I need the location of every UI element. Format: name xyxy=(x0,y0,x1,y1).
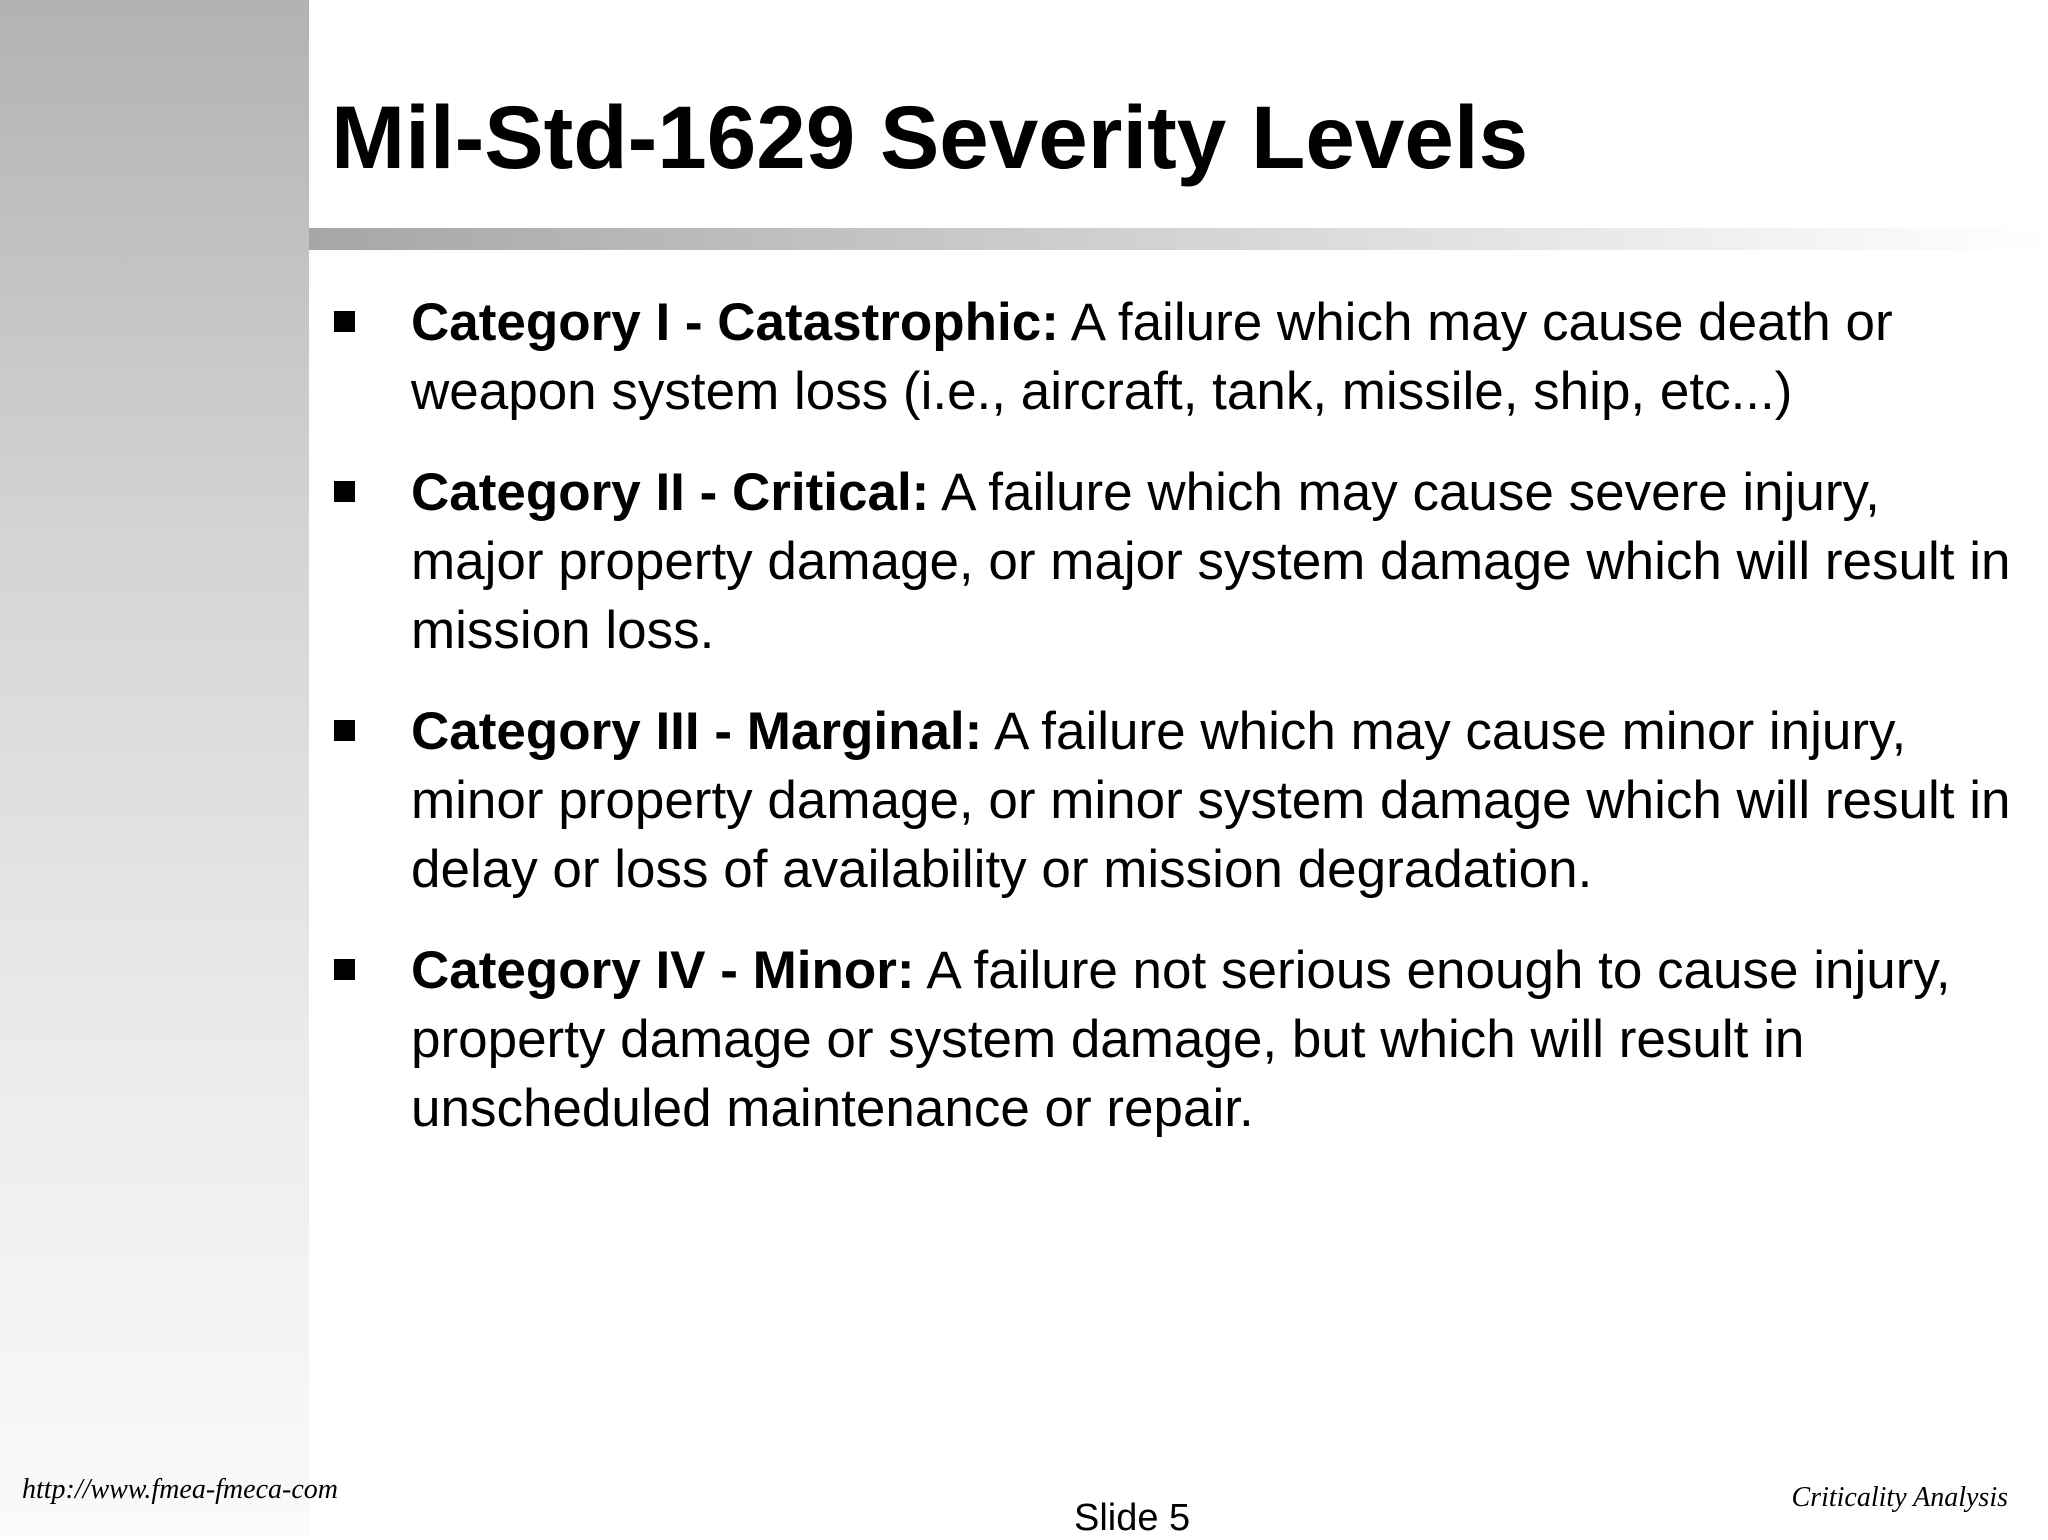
list-item-category-3 xyxy=(326,697,2026,904)
category-heading: Category III - Marginal: xyxy=(411,702,983,761)
footer-section-title: Criticality Analysis xyxy=(1791,1482,2008,1513)
slide-title: Mil-Std-1629 Severity Levels xyxy=(331,87,1529,187)
square-bullet-icon xyxy=(334,720,355,741)
square-bullet-icon xyxy=(334,311,355,332)
list-item-category-4 xyxy=(326,936,2026,1143)
square-bullet-icon xyxy=(334,959,355,980)
category-description: A failure which may cause minor injury, minor property damage, or minor system damage which will result in delay or loss of availability or mission degradation. xyxy=(411,702,2011,899)
category-heading: Category I - Catastrophic: xyxy=(411,293,1059,352)
category-description: A failure which may cause death or weapon system loss (i.e., aircraft, tank, missile, ship, etc...) xyxy=(411,293,1893,421)
slide-number: Slide 5 xyxy=(1074,1497,1191,1539)
square-bullet-icon xyxy=(334,481,355,502)
left-gradient-band xyxy=(0,0,309,1536)
footer-url: http://www.fmea-fmeca-com xyxy=(22,1474,338,1505)
category-description: A failure which may cause severe injury, major property damage, or major system damage which will result in mission loss. xyxy=(411,463,2011,660)
list-item-category-1 xyxy=(326,288,2026,426)
category-heading: Category IV - Minor: xyxy=(411,941,915,1000)
category-heading: Category II - Critical: xyxy=(411,463,930,522)
title-divider xyxy=(309,228,2048,250)
category-description: A failure not serious enough to cause injury, property damage or system damage, but which will result in unscheduled maintenance or repair. xyxy=(411,941,1951,1138)
severity-list xyxy=(326,288,2026,1175)
list-item-category-2 xyxy=(326,458,2026,665)
